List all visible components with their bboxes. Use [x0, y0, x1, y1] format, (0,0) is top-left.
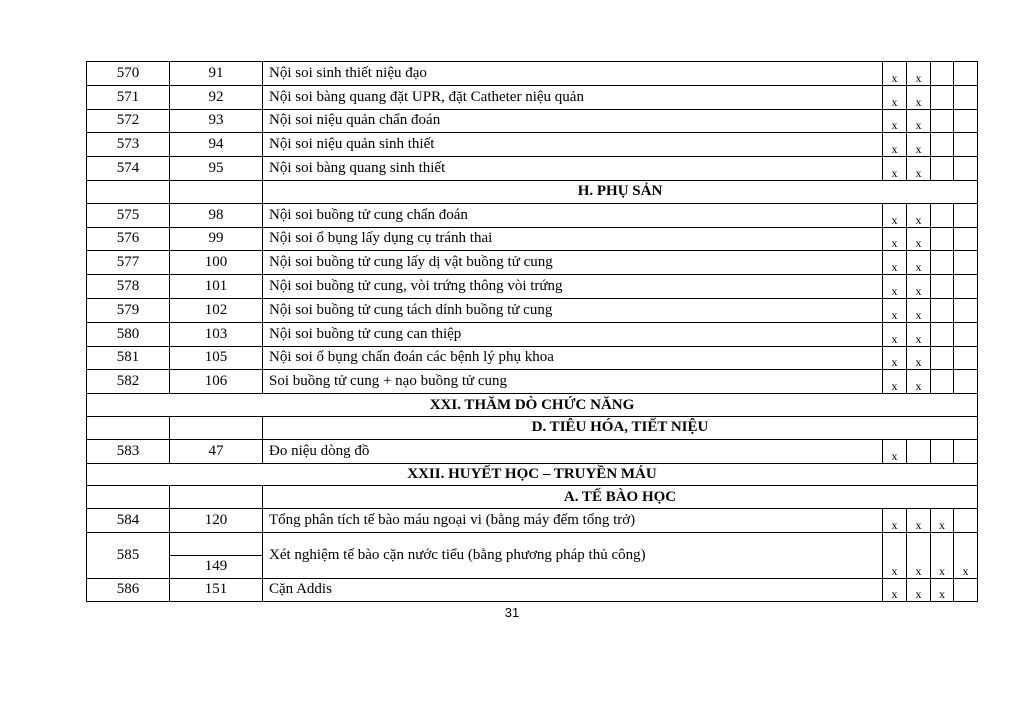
code-cell: 105 — [170, 346, 263, 370]
code-cell: 102 — [170, 298, 263, 322]
procedure-name: Nội soi buồng tử cung, vòi trứng thông vòi trứng — [263, 275, 883, 299]
stt-cell: 573 — [87, 133, 170, 157]
procedure-name: Nội soi buồng tử cung tách dính buồng tử cung — [263, 298, 883, 322]
chapter-heading: XXI. THĂM DÒ CHỨC NĂNG — [87, 394, 978, 417]
stt-cell: 580 — [87, 322, 170, 346]
section-heading: A. TẾ BÀO HỌC — [263, 486, 978, 509]
stt-cell: 586 — [87, 578, 170, 602]
mark-cell: x — [883, 109, 907, 133]
table-row — [87, 578, 978, 602]
mark-cell — [931, 109, 954, 133]
procedure-name: Xét nghiệm tế bào cặn nước tiểu (bằng phương pháp thủ công) — [263, 532, 883, 578]
mark-cell: x — [907, 578, 931, 602]
procedure-name: Đo niệu dòng đồ — [263, 439, 883, 463]
code-cell — [170, 416, 263, 439]
mark-cell: x — [883, 370, 907, 394]
mark-cell: x — [907, 322, 931, 346]
stt-cell: 570 — [87, 62, 170, 86]
mark-cell: x — [907, 298, 931, 322]
mark-cell: x — [883, 439, 907, 463]
mark-cell: x — [907, 203, 931, 227]
mark-cell: x — [883, 227, 907, 251]
section-row — [87, 416, 978, 439]
code-cell: 47 — [170, 439, 263, 463]
procedure-name: Cặn Addis — [263, 578, 883, 602]
section-row — [87, 486, 978, 509]
mark-cell: x — [931, 532, 954, 578]
mark-cell: x — [883, 532, 907, 578]
mark-cell: x — [907, 62, 931, 86]
procedure-name: Nội soi ổ bụng lấy dụng cụ tránh thai — [263, 227, 883, 251]
code-cell: 103 — [170, 322, 263, 346]
mark-cell: x — [883, 322, 907, 346]
mark-cell — [954, 157, 978, 181]
table-row — [87, 85, 978, 109]
stt-cell: 583 — [87, 439, 170, 463]
chapter-heading: XXII. HUYẾT HỌC – TRUYỀN MÁU — [87, 463, 978, 486]
table-row — [87, 227, 978, 251]
mark-cell: x — [883, 275, 907, 299]
mark-cell — [954, 251, 978, 275]
code-cell: 101 — [170, 275, 263, 299]
procedure-name: Nội soi buồng tử cung chẩn đoán — [263, 203, 883, 227]
stt-cell — [87, 486, 170, 509]
code-cell: 151 — [170, 578, 263, 602]
page-number: 31 — [504, 605, 520, 620]
mark-cell: x — [907, 85, 931, 109]
table-row — [87, 157, 978, 181]
mark-cell: x — [883, 251, 907, 275]
mark-cell: x — [883, 62, 907, 86]
mark-cell — [954, 578, 978, 602]
stt-cell: 584 — [87, 509, 170, 533]
code-cell: 106 — [170, 370, 263, 394]
mark-cell: x — [931, 578, 954, 602]
mark-cell — [931, 298, 954, 322]
stt-cell: 571 — [87, 85, 170, 109]
mark-cell: x — [883, 203, 907, 227]
mark-cell — [954, 439, 978, 463]
mark-cell: x — [907, 370, 931, 394]
procedure-name: Nội soi sinh thiết niệu đạo — [263, 62, 883, 86]
table-row — [87, 298, 978, 322]
mark-cell: x — [907, 157, 931, 181]
section-heading: H. PHỤ SẢN — [263, 180, 978, 203]
mark-cell — [931, 203, 954, 227]
stt-cell: 576 — [87, 227, 170, 251]
procedure-name: Nội soi buồng tử cung can thiệp — [263, 322, 883, 346]
code-cell: 91 — [170, 62, 263, 86]
mark-cell — [931, 133, 954, 157]
procedure-name: Nội soi niệu quản sinh thiết — [263, 133, 883, 157]
stt-cell: 585 — [87, 532, 170, 578]
mark-cell — [931, 251, 954, 275]
procedure-name: Nội soi bàng quang sinh thiết — [263, 157, 883, 181]
table-row — [87, 346, 978, 370]
code-cell: 99 — [170, 227, 263, 251]
stt-cell: 579 — [87, 298, 170, 322]
mark-cell — [931, 62, 954, 86]
procedure-name: Nội soi ổ bụng chẩn đoán các bệnh lý phụ khoa — [263, 346, 883, 370]
mark-cell: x — [907, 227, 931, 251]
table-row — [87, 62, 978, 86]
code-cell — [170, 180, 263, 203]
code-cell: 98 — [170, 203, 263, 227]
section-row — [87, 180, 978, 203]
code-cell: 100 — [170, 251, 263, 275]
procedure-name: Soi buồng tử cung + nạo buồng tử cung — [263, 370, 883, 394]
mark-cell — [931, 275, 954, 299]
mark-cell: x — [907, 509, 931, 533]
mark-cell: x — [931, 509, 954, 533]
mark-cell — [954, 298, 978, 322]
section-heading: D. TIÊU HÓA, TIẾT NIỆU — [263, 416, 978, 439]
table-row — [87, 133, 978, 157]
mark-cell — [954, 62, 978, 86]
code-cell: 93 — [170, 109, 263, 133]
code-cell: 120 — [170, 509, 263, 533]
table-row — [87, 439, 978, 463]
mark-cell — [931, 439, 954, 463]
mark-cell — [931, 85, 954, 109]
mark-cell: x — [907, 133, 931, 157]
mark-cell: x — [883, 298, 907, 322]
mark-cell: x — [954, 532, 978, 578]
mark-cell — [931, 157, 954, 181]
mark-cell: x — [883, 509, 907, 533]
stt-cell: 578 — [87, 275, 170, 299]
procedure-name: Nội soi buồng tử cung lấy dị vật buồng tử cung — [263, 251, 883, 275]
mark-cell: x — [907, 251, 931, 275]
stt-cell: 574 — [87, 157, 170, 181]
code-cell: 92 — [170, 85, 263, 109]
mark-cell — [954, 275, 978, 299]
table-row — [87, 322, 978, 346]
table-row — [87, 109, 978, 133]
mark-cell: x — [883, 133, 907, 157]
mark-cell: x — [907, 532, 931, 578]
stt-cell: 577 — [87, 251, 170, 275]
mark-cell: x — [883, 157, 907, 181]
mark-cell — [954, 203, 978, 227]
procedure-table — [86, 61, 978, 602]
mark-cell: x — [907, 275, 931, 299]
mark-cell: x — [883, 346, 907, 370]
table-row — [87, 509, 978, 533]
code-cell: 95 — [170, 157, 263, 181]
code-cell — [170, 486, 263, 509]
code-cell: 149 — [170, 555, 263, 578]
mark-cell: x — [907, 346, 931, 370]
table-row — [87, 532, 978, 555]
chapter-row — [87, 463, 978, 486]
table-row — [87, 251, 978, 275]
mark-cell — [954, 346, 978, 370]
stt-cell: 582 — [87, 370, 170, 394]
mark-cell — [931, 322, 954, 346]
table-row — [87, 370, 978, 394]
table-row — [87, 203, 978, 227]
code-cell: 94 — [170, 133, 263, 157]
mark-cell — [954, 509, 978, 533]
mark-cell — [954, 109, 978, 133]
mark-cell: x — [883, 85, 907, 109]
mark-cell — [931, 227, 954, 251]
mark-cell — [931, 346, 954, 370]
stt-cell — [87, 416, 170, 439]
mark-cell — [954, 85, 978, 109]
mark-cell — [907, 439, 931, 463]
mark-cell — [954, 227, 978, 251]
mark-cell: x — [883, 578, 907, 602]
mark-cell — [954, 370, 978, 394]
table-row — [87, 275, 978, 299]
code-cell-empty — [170, 532, 263, 555]
procedure-name: Nội soi niệu quản chẩn đoán — [263, 109, 883, 133]
mark-cell: x — [907, 109, 931, 133]
procedure-name: Tổng phân tích tế bào máu ngoại vi (bằng máy đếm tổng trở) — [263, 509, 883, 533]
stt-cell: 581 — [87, 346, 170, 370]
stt-cell: 572 — [87, 109, 170, 133]
procedure-name: Nội soi bàng quang đặt UPR, đặt Catheter niệu quản — [263, 85, 883, 109]
mark-cell — [954, 322, 978, 346]
mark-cell — [954, 133, 978, 157]
stt-cell — [87, 180, 170, 203]
mark-cell — [931, 370, 954, 394]
stt-cell: 575 — [87, 203, 170, 227]
chapter-row — [87, 394, 978, 417]
